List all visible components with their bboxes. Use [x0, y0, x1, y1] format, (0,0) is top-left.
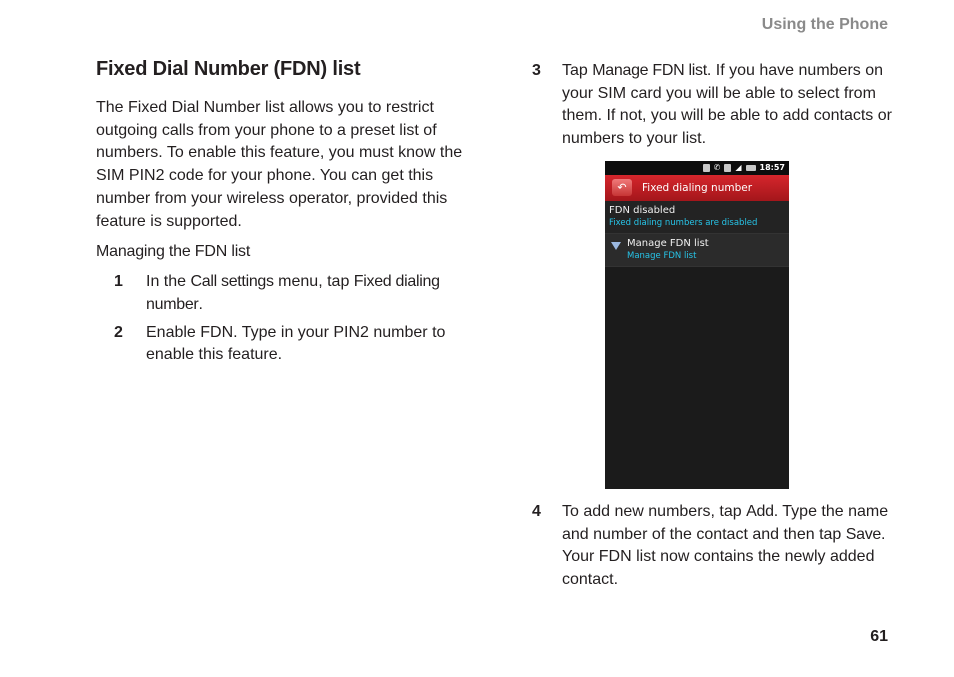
- section-title: Fixed Dial Number (FDN) list: [96, 58, 361, 80]
- step-number: 2: [114, 323, 123, 341]
- step-number: 3: [532, 62, 541, 79]
- intro-paragraph: The Fixed Dial Number list allows you to restrict outgoing calls from your phone to a preset list of numbers. To enable this feature, you must know the SIM PIN2 code for your phone. You can get this number from your wireless operator, provided this feature is supported.: [96, 99, 463, 230]
- step-text: In the: [146, 273, 191, 291]
- step-3: [532, 60, 892, 151]
- step-number: 1: [114, 273, 123, 291]
- sub-heading: Managing the FDN list: [96, 243, 251, 261]
- page-number: 61: [870, 628, 888, 645]
- step-4: [532, 501, 892, 592]
- manage-fdn-list-item[interactable]: [605, 234, 789, 267]
- step-2: [96, 322, 476, 367]
- manage-fdn-summary: Manage FDN list: [627, 250, 697, 261]
- step-text: .: [198, 295, 203, 313]
- manage-fdn-label: Manage FDN list: [627, 237, 709, 249]
- step-text: menu, tap: [273, 273, 354, 291]
- ui-term-fixed-dialing-number: Fixed dialing number: [146, 273, 440, 313]
- notification-icon: [703, 164, 710, 172]
- expand-triangle-icon: [611, 242, 621, 250]
- step-text: . Type the name and number of the contact and then tap: [562, 502, 889, 543]
- left-column: [96, 58, 476, 372]
- running-header: Using the Phone: [761, 16, 888, 33]
- step-1: [96, 271, 476, 316]
- phone-title: Fixed dialing number: [642, 181, 753, 194]
- ui-term-call-settings: Call settings: [190, 273, 274, 291]
- step-text: . Your FDN list now contains the newly added contact.: [562, 525, 886, 588]
- step-text: Tap: [562, 62, 593, 79]
- step-number: 4: [532, 502, 541, 520]
- step-text: To add new numbers, tap: [562, 502, 747, 520]
- phone-title-bar: [605, 175, 789, 201]
- battery-icon: [746, 165, 756, 171]
- fdn-status-summary: Fixed dialing numbers are disabled: [609, 217, 758, 228]
- status-bar: [605, 161, 789, 175]
- status-time: 18:57: [759, 163, 785, 173]
- right-column: [532, 60, 892, 597]
- ui-term-manage-fdn-list: Manage FDN list: [592, 62, 707, 79]
- phone-screenshot: [605, 161, 789, 489]
- ui-term-save: Save: [845, 525, 882, 543]
- sim-icon: [724, 164, 731, 172]
- call-icon: ✆: [713, 163, 721, 173]
- step-text: . If you have numbers on your SIM card you will be able to select from them. If not, you will be able to add contacts or numbers to your list.: [562, 62, 892, 148]
- signal-icon: ◢: [735, 163, 742, 173]
- step-text: Enable FDN. Type in your PIN2 number to enable this feature.: [146, 323, 446, 364]
- ui-term-add: Add: [746, 502, 774, 520]
- fdn-status-label: FDN disabled: [609, 204, 676, 216]
- fdn-status-item[interactable]: [605, 201, 789, 234]
- back-arrow-icon[interactable]: ↶: [612, 179, 632, 196]
